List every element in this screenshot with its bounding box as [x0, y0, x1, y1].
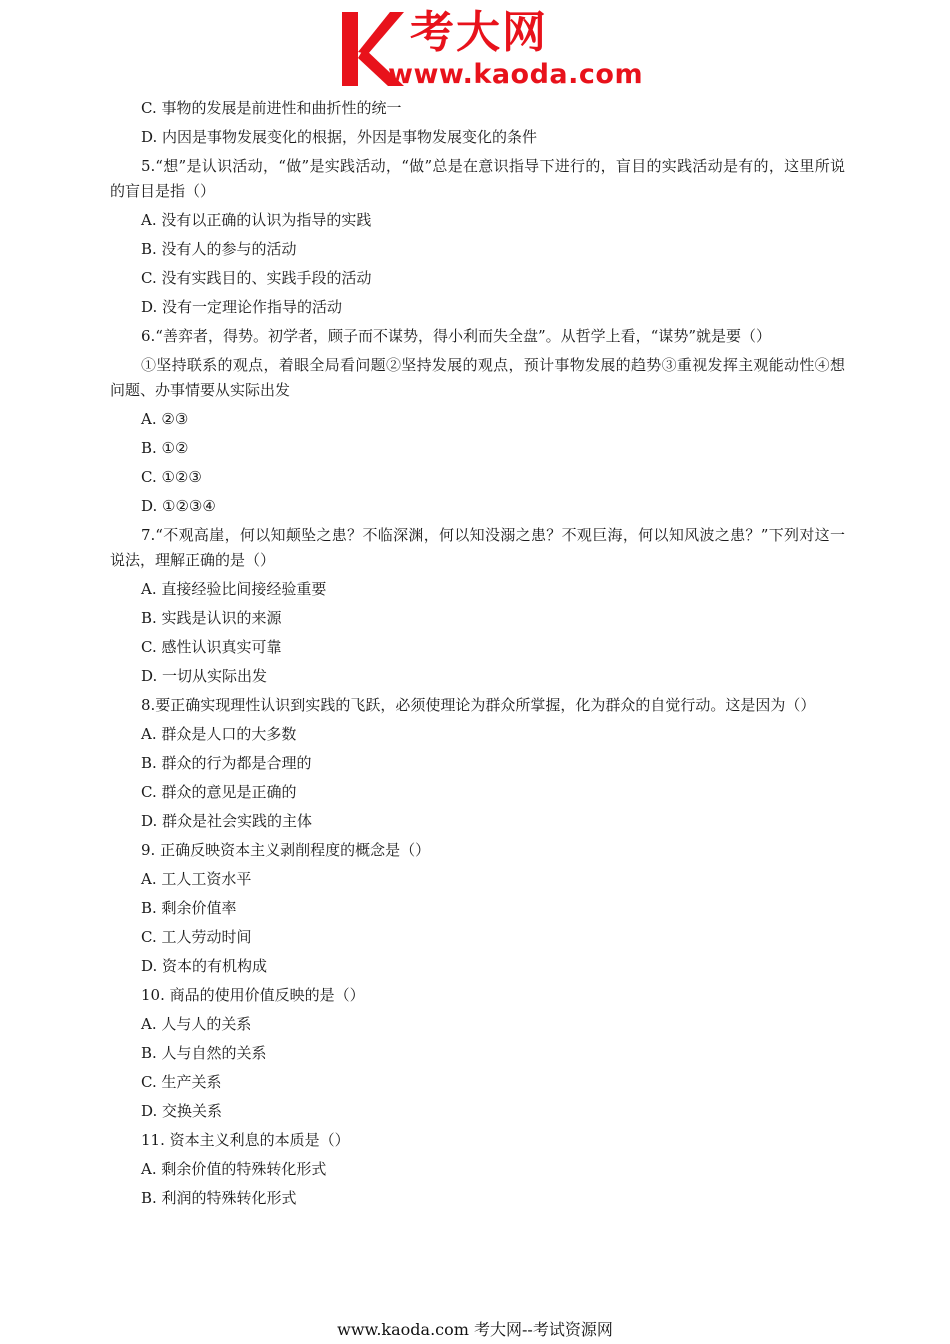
question-line: D. 群众是社会实践的主体: [141, 812, 313, 830]
question-line: D. 没有一定理论作指导的活动: [141, 298, 343, 316]
question-line: 10. 商品的使用价值反映的是（）: [141, 986, 365, 1004]
question-line: C. 群众的意见是正确的: [141, 783, 297, 801]
question-line: A. 没有以正确的认识为指导的实践: [141, 211, 372, 229]
question-paragraph: ①坚持联系的观点，着眼全局看问题②坚持发展的观点，预计事物发展的趋势③重视发挥主观能动性④想问题、办事情要从实际出发: [110, 356, 845, 399]
question-line: C. 生产关系: [141, 1073, 222, 1091]
question-line: D. ①②③④: [141, 497, 216, 515]
logo-url[interactable]: www.kaoda.com: [388, 59, 644, 90]
question-line: B. ①②: [141, 439, 189, 457]
kaoda-logo: [338, 8, 658, 92]
question-paragraph: 7.“不观高崖，何以知颠坠之患？不临深渊，何以知没溺之患？不观巨海，何以知风波之患？”下列对这一说法，理解正确的是（）: [110, 526, 845, 569]
question-line: A. 群众是人口的大多数: [141, 725, 297, 743]
question-line: D. 资本的有机构成: [141, 957, 268, 975]
question-line: C. 工人劳动时间: [141, 928, 252, 946]
question-line: C. 没有实践目的、实践手段的活动: [141, 269, 372, 287]
question-line: A. ②③: [141, 410, 189, 428]
question-line: B. 人与自然的关系: [141, 1044, 267, 1062]
question-line: B. 实践是认识的来源: [141, 609, 282, 627]
question-line: C. ①②③: [141, 468, 202, 486]
question-line: D. 内因是事物发展变化的根据，外因是事物发展变化的条件: [141, 128, 538, 146]
question-line: 9. 正确反映资本主义剥削程度的概念是（）: [141, 841, 431, 859]
question-line: C. 事物的发展是前进性和曲折性的统一: [141, 99, 402, 117]
question-paragraph: 5.“想”是认识活动，“做”是实践活动，“做”总是在意识指导下进行的，盲目的实践活动是有的，这里所说的盲目是指（）: [110, 157, 845, 200]
question-line: B. 利润的特殊转化形式: [141, 1189, 297, 1207]
question-line: B. 没有人的参与的活动: [141, 240, 297, 258]
question-line: 6.“善弈者，得势。初学者，顾子而不谋势，得小利而失全盘”。从哲学上看，“谋势”就是要（）: [141, 327, 771, 345]
question-paragraph: 8.要正确实现理性认识到实践的飞跃，必须使理论为群众所掌握，化为群众的自觉行动。这是因为（）: [141, 696, 816, 714]
question-line: B. 剩余价值率: [141, 899, 237, 917]
question-list: [110, 94, 845, 1213]
logo-title: 考大网: [410, 7, 548, 58]
question-line: 11. 资本主义利息的本质是（）: [141, 1131, 350, 1149]
question-line: B. 群众的行为都是合理的: [141, 754, 312, 772]
question-line: D. 交换关系: [141, 1102, 223, 1120]
question-line: A. 剩余价值的特殊转化形式: [141, 1160, 327, 1178]
question-line: A. 直接经验比间接经验重要: [141, 580, 327, 598]
question-line: D. 一切从实际出发: [141, 667, 268, 685]
question-line: A. 人与人的关系: [141, 1015, 252, 1033]
page-footer: www.kaoda.com 考大网--考试资源网: [337, 1320, 613, 1339]
question-line: A. 工人工资水平: [141, 870, 252, 888]
question-line: C. 感性认识真实可靠: [141, 638, 282, 656]
